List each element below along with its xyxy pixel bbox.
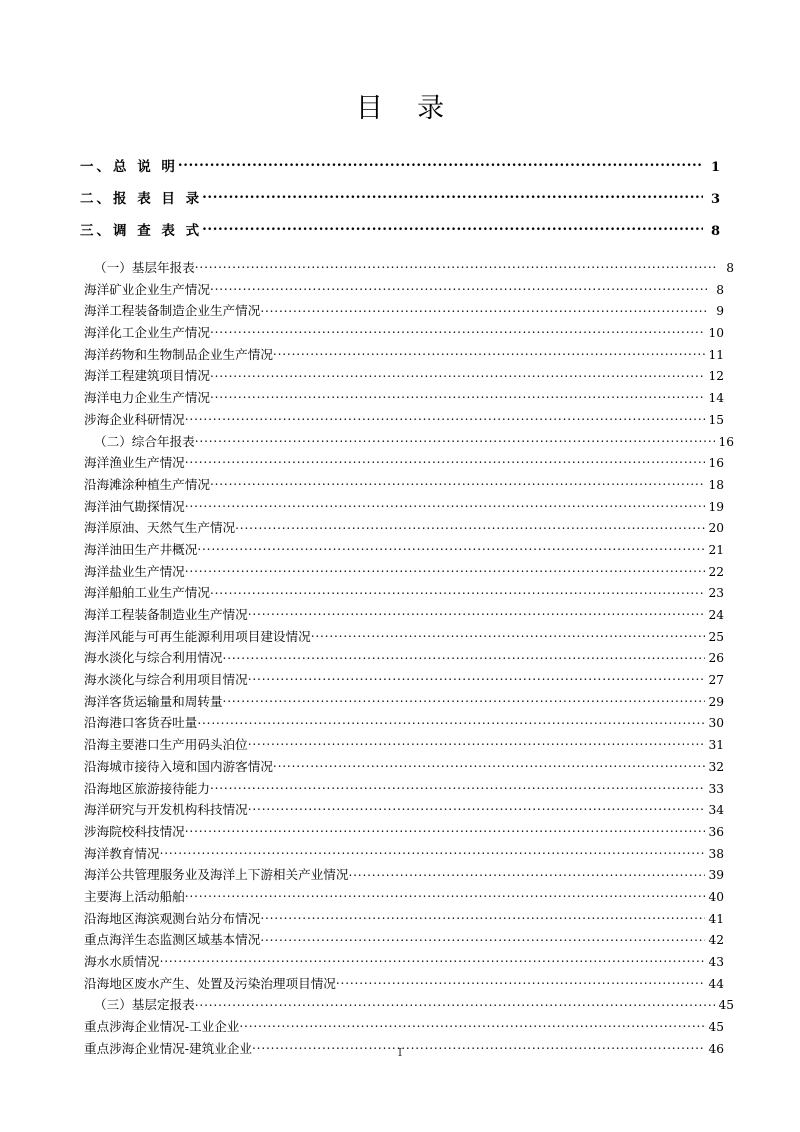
toc-dot-leader — [248, 802, 706, 815]
toc-dot-leader — [185, 888, 706, 901]
toc-dot-leader — [210, 476, 706, 489]
toc-entry-item-18[interactable] — [80, 647, 724, 669]
toc-dot-leader — [223, 650, 706, 663]
toc-entry-label: 海洋客货运输量和周转量 — [84, 693, 223, 709]
toc-entry-page-number: 34 — [708, 803, 724, 818]
toc-entry-page-number: 1 — [710, 160, 720, 175]
toc-entry-item-31[interactable] — [80, 929, 724, 951]
toc-entry-item-8[interactable] — [80, 431, 734, 453]
toc-entry-item-9[interactable] — [80, 452, 724, 474]
toc-dot-leader — [260, 303, 707, 316]
toc-entry-item-25[interactable] — [80, 799, 724, 821]
toc-entry-label: 海洋原油、天然气生产情况 — [84, 520, 236, 536]
toc-entry-heading-2[interactable] — [80, 219, 720, 251]
toc-entry-item-35[interactable] — [80, 1016, 724, 1038]
toc-entry-label: 沿海港口客货吞吐量 — [84, 715, 198, 731]
toc-entry-item-2[interactable] — [80, 300, 724, 322]
toc-entry-item-5[interactable] — [80, 365, 724, 387]
toc-entry-page-number: 25 — [708, 629, 724, 644]
toc-entry-page-number: 14 — [708, 391, 724, 406]
toc-entry-item-17[interactable] — [80, 626, 724, 648]
toc-entry-page-number: 16 — [718, 434, 734, 449]
toc-dot-leader — [210, 780, 706, 793]
toc-dot-leader — [210, 368, 706, 381]
toc-dot-leader — [210, 585, 706, 598]
toc-entry-item-29[interactable] — [80, 886, 724, 908]
toc-entry-label: 二、报 表 目 录 — [80, 191, 203, 207]
toc-entry-page-number: 30 — [708, 716, 724, 731]
toc-dot-leader — [185, 498, 706, 511]
toc-entry-item-16[interactable] — [80, 604, 724, 626]
footer-page-number: I — [397, 1046, 403, 1059]
toc-dot-leader — [178, 158, 703, 172]
toc-entry-label: 海洋公共管理服务业及海洋上下游相关产业情况 — [84, 867, 349, 883]
toc-entry-page-number: 33 — [708, 781, 724, 796]
toc-entry-page-number: 42 — [708, 933, 724, 948]
toc-dot-leader — [195, 259, 717, 272]
toc-entry-page-number: 15 — [708, 412, 724, 427]
toc-dot-leader — [248, 671, 706, 684]
toc-entry-label: 海洋船舶工业生产情况 — [84, 585, 210, 601]
toc-entry-label: 海洋渔业生产情况 — [84, 455, 185, 471]
toc-entry-item-11[interactable] — [80, 496, 724, 518]
toc-entry-label: 沿海主要港口生产用码头泊位 — [84, 737, 248, 753]
toc-dot-leader — [248, 606, 706, 619]
toc-entry-page-number: 8 — [726, 261, 734, 275]
toc-entry-page-number: 45 — [708, 1020, 724, 1035]
toc-entry-label: （二）综合年报表 — [94, 433, 195, 449]
toc-dot-leader — [260, 932, 705, 945]
toc-entry-label: 海洋工程建筑项目情况 — [84, 368, 210, 384]
toc-entry-item-21[interactable] — [80, 712, 724, 734]
toc-entry-page-number: 18 — [708, 477, 724, 492]
toc-entry-item-26[interactable] — [80, 821, 724, 843]
toc-entry-item-15[interactable] — [80, 582, 724, 604]
toc-dot-leader — [185, 823, 706, 836]
toc-entry-page-number: 21 — [708, 542, 724, 557]
toc-entry-page-number: 31 — [708, 738, 724, 753]
toc-dot-leader — [160, 953, 706, 966]
toc-dot-leader — [202, 190, 703, 204]
toc-dot-leader — [202, 222, 703, 236]
toc-entry-page-number: 8 — [716, 282, 724, 297]
toc-entry-heading-1[interactable] — [80, 187, 720, 219]
toc-entry-label: 沿海地区废水产生、处置及污染治理项目情况 — [84, 975, 336, 991]
toc-dot-leader — [348, 867, 705, 880]
toc-dot-leader — [160, 845, 706, 858]
toc-entry-label: 沿海地区海滨观测台站分布情况 — [84, 910, 261, 926]
toc-entry-item-6[interactable] — [80, 387, 724, 409]
toc-dot-leader — [210, 281, 707, 294]
toc-entry-item-30[interactable] — [80, 908, 724, 930]
toc-entry-page-number: 9 — [716, 304, 724, 319]
toc-entry-label: 沿海城市接待入境和国内游客情况 — [84, 758, 273, 774]
toc-entry-page-number: 23 — [708, 586, 724, 601]
toc-entry-label: 涉海院校科技情况 — [84, 823, 185, 839]
toc-entry-item-10[interactable] — [80, 474, 724, 496]
toc-entry-label: 海洋工程装备制造业生产情况 — [84, 607, 248, 622]
toc-entry-item-12[interactable] — [80, 517, 724, 539]
toc-entry-page-number: 10 — [708, 326, 724, 341]
toc-entry-item-33[interactable] — [80, 973, 724, 995]
toc-dot-leader — [311, 628, 706, 641]
toc-entry-heading-0[interactable] — [80, 155, 720, 187]
toc-dot-leader — [197, 715, 705, 728]
toc-entry-label: 海洋矿业企业生产情况 — [84, 281, 210, 297]
toc-entry-item-32[interactable] — [80, 951, 724, 973]
toc-entry-page-number: 39 — [708, 868, 724, 883]
toc-entry-item-24[interactable] — [80, 778, 724, 800]
toc-entry-page-number: 16 — [708, 456, 724, 471]
toc-entry-label: 重点海洋生态监测区域基本情况 — [84, 932, 261, 948]
toc-entry-item-19[interactable] — [80, 669, 724, 691]
toc-entry-label: 一、总 说 明 — [80, 159, 178, 175]
toc-entry-label: 沿海滩涂种植生产情况 — [84, 476, 210, 492]
toc-entry-label: 海洋油气勘探情况 — [84, 498, 185, 514]
toc-entry-label: 沿海地区旅游接待能力 — [84, 780, 210, 796]
toc-entry-item-20[interactable] — [80, 691, 724, 713]
toc-entry-item-1[interactable] — [80, 279, 724, 301]
toc-entry-label: 海洋盐业生产情况 — [84, 563, 185, 579]
toc-entry-item-0[interactable] — [80, 257, 734, 279]
toc-dot-leader — [235, 520, 705, 533]
toc-dot-leader — [197, 541, 705, 554]
toc-entry-page-number: 3 — [710, 192, 720, 207]
toc-entry-label: 海洋教育情况 — [84, 845, 160, 861]
toc-entry-page-number: 36 — [708, 824, 724, 839]
toc-entry-label: 海水淡化与综合利用项目情况 — [84, 672, 248, 688]
toc-dot-leader — [185, 563, 706, 576]
page-title: 目 录 — [355, 93, 445, 124]
toc-dot-leader — [273, 346, 706, 359]
toc-entry-page-number: 8 — [710, 224, 720, 239]
toc-entry-item-34[interactable] — [80, 994, 734, 1016]
toc-entry-label: 重点涉海企业情况-建筑业企业 — [84, 1040, 252, 1056]
toc-entry-label: 海洋化工企业生产情况 — [84, 325, 210, 341]
toc-entry-page-number: 45 — [718, 998, 734, 1013]
toc-dot-leader — [185, 455, 706, 468]
toc-entry-page-number: 11 — [708, 347, 724, 362]
toc-entry-label: 海洋药物和生物制品企业生产情况 — [84, 346, 273, 362]
toc-dot-leader — [260, 910, 705, 923]
toc-entry-page-number: 38 — [708, 846, 724, 861]
toc-entry-page-number: 40 — [708, 889, 724, 904]
toc-entry-label: 主要海上活动船舶 — [84, 888, 185, 904]
toc-dot-leader — [185, 411, 706, 424]
toc-entry-page-number: 20 — [708, 521, 724, 536]
toc-entry-page-number: 22 — [708, 564, 724, 579]
toc-entry-label: 海水淡化与综合利用情况 — [84, 650, 223, 666]
toc-entry-item-28[interactable] — [80, 864, 724, 886]
toc-entry-item-13[interactable] — [80, 539, 724, 561]
toc-entry-item-4[interactable] — [80, 344, 724, 366]
toc-dot-leader — [195, 997, 716, 1010]
toc-dot-leader — [336, 975, 706, 988]
toc-entry-item-3[interactable] — [80, 322, 724, 344]
toc-entry-label: 海洋研究与开发机构科技情况 — [84, 802, 248, 818]
toc-dot-leader — [273, 758, 706, 771]
toc-entry-label: 海水水质情况 — [84, 954, 160, 969]
toc-dot-leader — [248, 737, 706, 750]
toc-dot-leader — [210, 324, 706, 337]
toc-entry-item-23[interactable] — [80, 756, 724, 778]
toc-dot-leader — [210, 390, 706, 403]
toc-dot-leader — [223, 693, 706, 706]
toc-entry-item-27[interactable] — [80, 843, 724, 865]
toc-entry-page-number: 29 — [708, 694, 724, 709]
toc-entry-label: （一）基层年报表 — [94, 260, 195, 275]
toc-entry-label: 海洋风能与可再生能源利用项目建设情况 — [84, 628, 311, 644]
toc-entry-page-number: 46 — [708, 1041, 724, 1056]
toc-dot-leader — [195, 433, 716, 446]
toc-entry-page-number: 32 — [708, 759, 724, 774]
toc-entry-item-22[interactable] — [80, 734, 724, 756]
toc-dot-leader — [239, 1018, 705, 1031]
toc-entry-page-number: 43 — [708, 955, 724, 969]
table-of-contents — [80, 155, 734, 1059]
toc-entry-label: 海洋工程装备制造企业生产情况 — [84, 303, 261, 319]
toc-entry-page-number: 26 — [708, 651, 724, 666]
toc-entry-page-number: 44 — [708, 976, 724, 991]
toc-entry-item-7[interactable] — [80, 409, 724, 431]
toc-entry-label: 海洋油田生产井概况 — [84, 541, 198, 557]
toc-entry-page-number: 41 — [708, 911, 724, 926]
toc-entry-page-number: 27 — [708, 673, 724, 688]
toc-entry-label: 涉海企业科研情况 — [84, 411, 185, 427]
toc-entry-page-number: 19 — [708, 499, 724, 514]
toc-entry-page-number: 12 — [708, 369, 724, 384]
toc-entry-label: 重点涉海企业情况-工业企业 — [84, 1019, 240, 1035]
toc-entry-label: （三）基层定报表 — [94, 997, 195, 1013]
toc-entry-label: 三、调 查 表 式 — [80, 223, 203, 239]
toc-entry-item-14[interactable] — [80, 561, 724, 583]
toc-entry-label: 海洋电力企业生产情况 — [84, 390, 210, 406]
toc-entry-page-number: 24 — [708, 608, 724, 622]
